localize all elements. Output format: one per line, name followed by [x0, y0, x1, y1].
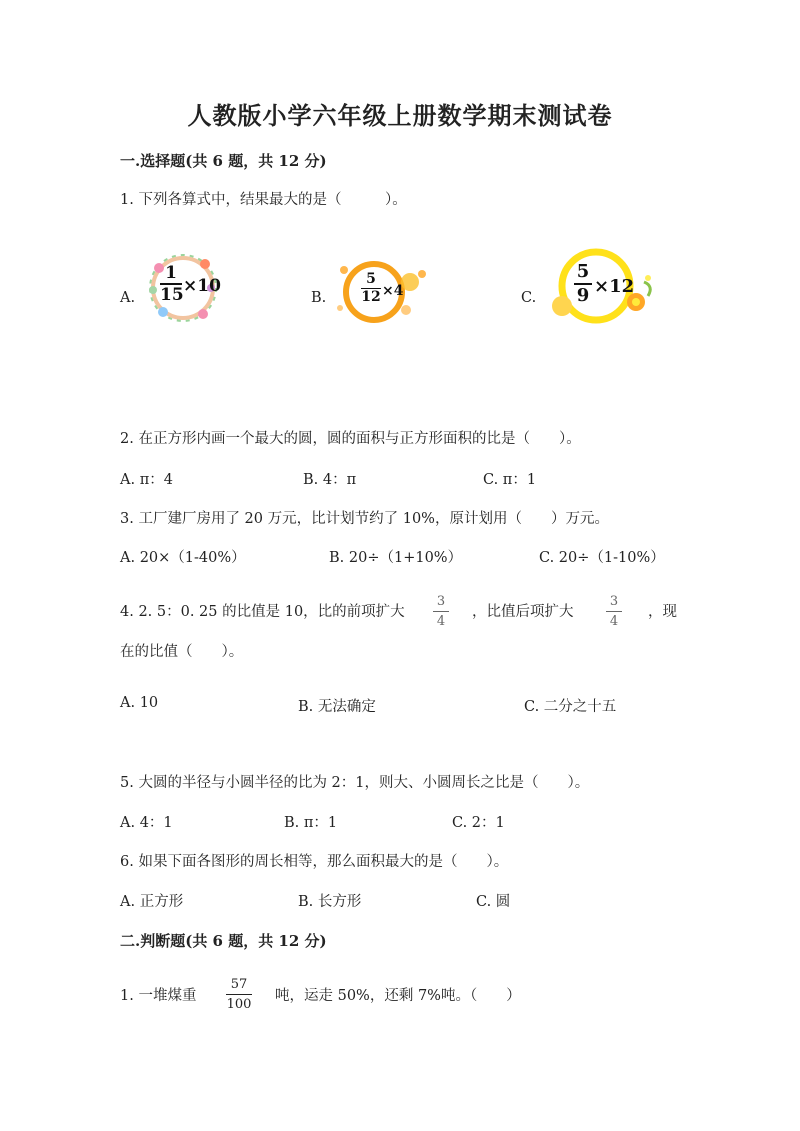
q1-option-c-label: C.	[521, 290, 537, 306]
judgement-1-part2: 吨，运走 50%，还剩 7%吨。（ ）	[275, 988, 521, 1004]
q1-option-b-fraction: 5 12	[361, 271, 381, 305]
q1-option-a-multiplier: ×10	[183, 276, 221, 296]
question-4-line2: 在的比值（ ）。	[120, 644, 244, 660]
q6-option-c: C. 圆	[476, 894, 511, 910]
q4-fraction-2: 3 4	[606, 594, 622, 629]
question-5: 5. 大圆的半径与小圆半径的比为 2：1，则大、小圆周长之比是（ ）。	[120, 775, 590, 791]
question-3: 3. 工厂建厂房用了 20 万元，比计划节约了 10%，原计划用（ ）万元。	[120, 511, 609, 527]
q4-fraction-1: 3 4	[433, 594, 449, 629]
q4-option-b: B. 无法确定	[298, 699, 376, 715]
section-heading-choice: 一.选择题(共 6 题，共 12 分)	[120, 152, 327, 170]
q6-option-a: A. 正方形	[120, 894, 184, 910]
q2-option-b: B. 4：π	[303, 472, 357, 488]
q2-option-c: C. π：1	[483, 472, 537, 488]
q1-option-c-fraction: 5 9	[574, 262, 592, 306]
q3-option-c: C. 20÷（1-10%）	[539, 550, 665, 566]
q1-option-b-multiplier: ×4	[382, 283, 404, 299]
page-title: 人教版小学六年级上册数学期末测试卷	[187, 101, 613, 130]
q5-option-c: C. 2：1	[452, 815, 505, 831]
q2-option-a: A. π：4	[120, 472, 173, 488]
judgement-1-part1: 1. 一堆煤重	[120, 988, 197, 1004]
q1-option-a-fraction: 1 15	[160, 263, 184, 305]
question-4-part2: ，比值后项扩大	[472, 604, 574, 620]
question-2: 2. 在正方形内画一个最大的圆，圆的面积与正方形面积的比是（ ）。	[120, 431, 581, 447]
q4-option-a: A. 10	[120, 695, 159, 711]
question-6: 6. 如果下面各图形的周长相等，那么面积最大的是（ ）。	[120, 854, 509, 870]
q1-option-b-label: B.	[311, 290, 327, 306]
q4-option-c: C. 二分之十五	[524, 699, 617, 715]
question-4-part3: ，现	[648, 604, 677, 620]
question-4-part1: 4. 2. 5：0. 25 的比值是 10，比的前项扩大	[120, 604, 405, 620]
j1-fraction: 57 100	[226, 977, 252, 1012]
question-1: 1. 下列各算式中，结果最大的是（ ）。	[120, 192, 407, 208]
q3-option-a: A. 20×（1-40%）	[120, 550, 246, 566]
q3-option-b: B. 20÷（1+10%）	[329, 550, 463, 566]
q1-option-a-label: A.	[120, 290, 136, 306]
q5-option-a: A. 4：1	[120, 815, 173, 831]
q1-option-c-multiplier: ×12	[594, 276, 635, 297]
section-heading-judgement: 二.判断题(共 6 题，共 12 分)	[120, 932, 327, 950]
q5-option-b: B. π：1	[284, 815, 338, 831]
q6-option-b: B. 长方形	[298, 894, 362, 910]
